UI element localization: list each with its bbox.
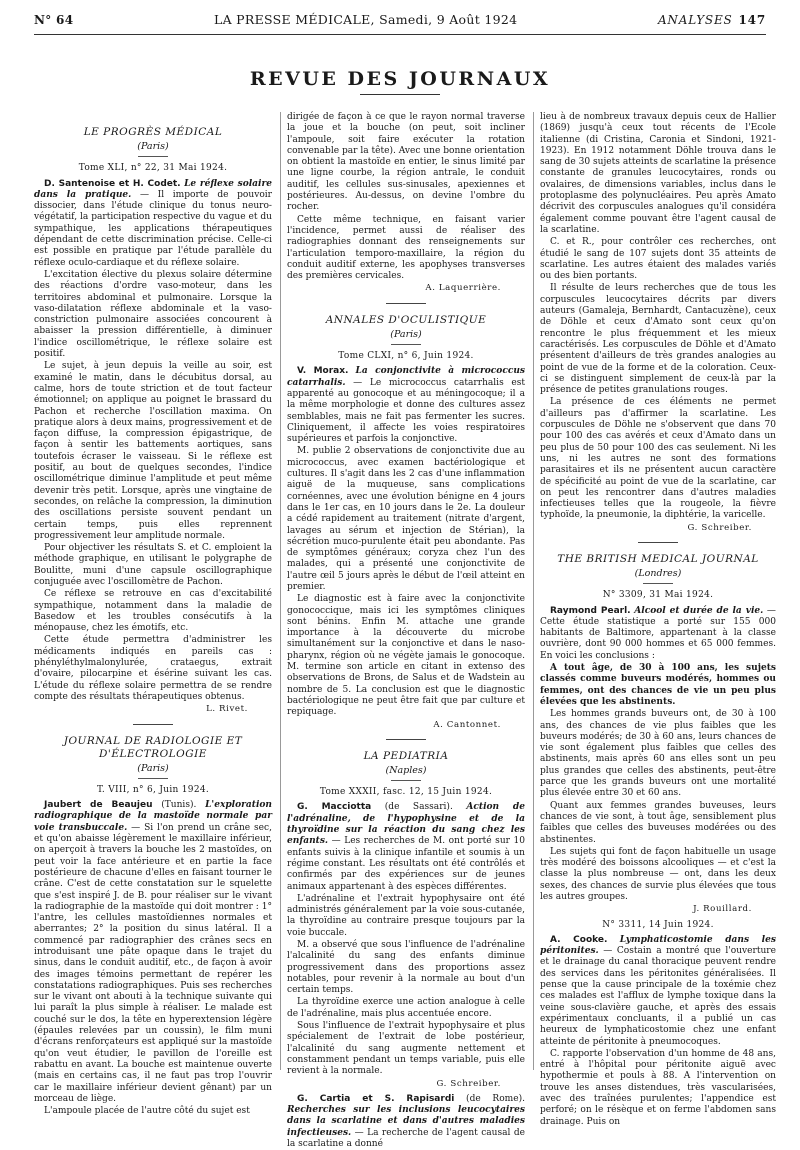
article-paragraph: C. et R., pour contrôler ces recherches, ont étudié le sang de 107 sujets dont 35 atteints de scarlatine. Les autres étaient des malades variés ou des bien portants. <box>540 237 776 282</box>
journal-masthead: LA PRESSE MÉDICALE, Samedi, 9 Août 1924 <box>213 12 518 27</box>
article-author-city: (de Rome). <box>466 1093 525 1104</box>
page-number: 147 <box>738 13 766 27</box>
title-rule <box>360 94 440 95</box>
journal-rule <box>138 156 168 157</box>
article-paragraph: Les sujets qui font de façon habituelle un usage très modéré des boissons alcooliques — et c'est la classe la plus nombreuse — ont, dans les deux sexes, des chances de survie plus élevées que tous les autres groupes. <box>540 846 776 902</box>
article-author: Jaubert de Beaujeu <box>44 800 153 811</box>
article-paragraph: M. a observé que sous l'influence de l'adrénaline l'alcalinité du sang des enfants diminue progressivement dans des proportions assez notables, pour revenir à la normale au bout d'un certain temps. <box>287 940 525 996</box>
journal-rule <box>391 780 421 781</box>
issue-line: Tome XLI, n° 22, 31 Mai 1924. <box>78 163 228 174</box>
article-paragraph: Les hommes grands buveurs ont, de 30 à 100 ans, des chances de vie plus faibles que les buveurs modérés; de 30 à 60 ans, leurs chances de vie sont également plus faibles que celles des abstinents, mais après 60 ans elles sont un peu plus grandes que celles des abstinents, peut-être parce que les grands buveurs ont une mortalité plus élevée entre 30 et 60 ans. <box>540 709 776 799</box>
article-author: V. Morax. <box>297 366 349 377</box>
section-and-page <box>658 13 766 27</box>
section-rule <box>386 303 426 304</box>
article-paragraph: Cette étude permettra d'administrer les médicaments indiqués en pareils cas : phényléthylmalonylurée, crataegus, extrait d'ovaire, pilocarpine et ésérine suivant les cas. L'étude du réflexe solaire permettra de se rendre compte des résultats thérapeutiques obtenus. <box>34 635 272 702</box>
signature: L. Rivet. <box>206 704 248 715</box>
section-rule <box>133 724 173 725</box>
article-paragraph: Pour objectiver les résultats S. et C. emploient la méthode graphique, en utilisant le polygraphe de Boulitte, muni d'une capsule oscillographique conjuguée avec l'oscillomètre de Pachon. <box>34 543 272 587</box>
issue-line: Tome XXXII, fasc. 12, 15 Juin 1924. <box>319 787 493 798</box>
article-paragraph: Quant aux femmes grandes buveuses, leurs chances de vie sont, à tout âge, sensiblement plus faibles que celles des buveuses modérées ou des abstinentes. <box>540 800 776 845</box>
journal-city: (Londres) <box>634 567 682 579</box>
column-divider <box>533 112 534 1070</box>
header-rule <box>34 34 766 35</box>
article-lead <box>287 366 525 445</box>
issue-line: N° 3309, 31 Mai 1924. <box>602 590 714 601</box>
journal-title: THE BRITISH MEDICAL JOURNAL <box>557 552 759 565</box>
article-author: A. Cooke. <box>550 934 608 945</box>
article-text: — Costain a montré que l'ouverture et le drainage du canal thoracique peuvent rendre des services dans les péritonites généralisées. Il pense que la cause principale de la toxémie chez ces malades est l'afflux de lymphe toxique dans la veine sous-clavière gauche, et après des essais expérimentaux concluants, il a publié un cas heureux de lymphaticostomie chez une enfant atteinte de péritonite à pneumocoques. <box>540 946 776 1047</box>
journal-title: LA PEDIATRIA <box>363 749 449 762</box>
signature: G. Schreiber. <box>687 522 752 533</box>
section-name: ANALYSES <box>657 13 733 27</box>
article-title: Le réflexe solaire dans la pratique. <box>34 178 272 200</box>
article-text: — Cette étude statistique a porté sur 155 000 habitants de Baltimore, appartenant à la classe ouvrière, dont 90 000 hommes et 65 000 femmes. En voici les conclusions : <box>540 605 776 661</box>
article-title: Alcool et durée de la vie. <box>634 605 764 616</box>
article-title: Lymphaticostomie dans les péritonites. <box>540 934 776 957</box>
article-text: — Les recherches de M. ont porté sur 10 enfants suivis à la clinique infantile et soumis à un régime constant. Les résultats ont été contrôlés et confirmés par des expériences sur de jeunes animaux appartenant à des espèces différentes. <box>287 836 525 892</box>
section-rule <box>638 542 678 543</box>
article-paragraph: Cette même technique, en faisant varier l'incidence, permet aussi de réaliser des radiographies donnant des renseignements sur l'articulation temporo-maxillaire, la région du conduit auditif externe, les apophyses transverses des premières cervicales. <box>287 214 525 282</box>
journal-title: JOURNAL DE RADIOLOGIE ET D'ÉLECTROLOGIE <box>63 734 243 760</box>
article-paragraph: La présence de ces éléments ne permet d'ailleurs pas d'affirmer la scarlatine. Les corpuscules de Döhle ne s'observent que dans 70 pour 100 des cas avérés et ceux d'Amato dans un peu plus de 50 pour 100 des cas seulement. Ni les uns, ni les autres ne sont des formations parasitaires et ils ne présentent aucun caractère de spécificité au point de vue de la scarlatine, car on peut les rencontrer dans d'autres maladies infectieuses telles que la rougeole, la fièvre typhoïde, la pneumonie, la diphtérie, la varicelle. <box>540 397 776 521</box>
article-lead <box>287 1094 525 1150</box>
article-lead <box>34 800 272 1105</box>
article-paragraph: L'adrénaline et l'extrait hypophysaire ont été administrés généralement par la voie sous-cutanée, la thyroïdine au contraire presque toujours par la voie buccale. <box>287 893 525 938</box>
signature: A. Laquerrière. <box>425 283 501 294</box>
article-author-city: (Tunis). <box>161 800 197 811</box>
article-paragraph: C. rapporte l'observation d'un homme de 48 ans, entré à l'hôpital pour péritonite aiguë avec hypothermie et pouls à 88. A l'intervention on trouve les anses distendues, très vascularisées, avec des traînées purulentes; l'appendice est perforé; on le résèque et on ferme l'abdomen sans drainage. Puis on <box>540 1048 776 1127</box>
issue-line: T. VIII, n° 6, Juin 1924. <box>96 784 210 795</box>
article-lead <box>540 606 776 662</box>
article-author: D. Santenoise et H. Codet. <box>44 178 181 189</box>
signature: G. Schreiber. <box>436 1078 501 1089</box>
article-text: — Le micrococcus catarrhalis est apparenté au gonocoque et au méningocoque; il a la même morphologie et donne des cultures assez semblables, mais ne fait pas fermenter les sucres. Cliniquement, il affecte les voies respiratoires supérieures et parfois la conjonctive. <box>287 377 525 445</box>
journal-city: (Paris) <box>137 141 169 152</box>
article-paragraph: L'excitation élective du plexus solaire détermine des réactions d'ordre vaso-moteur, dans les territoires abdominal et pulmonaire. Lorsque la vaso-dilatation réflexe abdominale et la vaso-constriction pulmonaire associées concourent à abaisser la pression différentielle, à diminuer l'indice oscillométrique, le réflexe solaire est positif. <box>34 269 272 360</box>
column-3 <box>540 112 776 1127</box>
signature: A. Cantonnet. <box>433 719 501 730</box>
journal-rule <box>643 583 673 584</box>
page-header <box>34 12 766 34</box>
article-title: Action de l'adrénaline, de l'hypophysine et de la thyroïdine sur la réaction du sang chez les enfants. <box>287 802 525 847</box>
article-text: — La recherche de l'agent causal de la scarlatine a donné <box>287 1127 525 1150</box>
article-author-city: (de Sassari). <box>384 802 453 813</box>
article-author: Raymond Pearl. <box>550 605 631 616</box>
column-1 <box>34 120 272 1117</box>
article-author: G. Cartia et S. Rapisardi <box>297 1093 455 1104</box>
article-paragraph: A tout âge, de 30 à 100 ans, les sujets classés comme buveurs modérés, hommes ou femmes, ont des chances de vie un peu plus élevées que les abstinents. <box>540 663 776 707</box>
journal-title: LE PROGRÈS MÉDICAL <box>83 126 223 138</box>
article-title: L'exploration radiographique de la mastoïde normale par voie transbuccale. <box>34 800 272 833</box>
article-title: La conjonctivite à micrococcus catarrhalis. <box>287 366 526 388</box>
journal-rule <box>138 778 168 779</box>
signature: J. Rouillard. <box>693 904 752 915</box>
article-paragraph: La thyroïdine exerce une action analogue à celle de l'adrénaline, mais plus accentuée encore. <box>287 997 525 1019</box>
journal-city: (Paris) <box>137 762 169 774</box>
article-lead <box>34 179 272 269</box>
article-paragraph: Le sujet, à jeun depuis la veille au soir, est examiné le matin, dans le décubitus dorsal, au calme, hors de toute striction et de tout facteur émotionnel; on applique au poignet le brassard du Pachon et recherche l'oscillation maxima. On pratique alors à deux mains, progressivement et de façon diffuse, la compression épigastrique, de façon à sentir les battements aortiques, sans toutefois écraser le vaisseau. Si le réflexe est positif, au bout de quelques secondes, l'indice oscillométrique diminue l'amplitude et peut même devenir très petit. Lorsque, après une vingtaine de secondes, on relâche la compression, la diminution des oscillations persiste souvent pendant un certain temps, puis elles reprennent progressivement leur amplitude normale. <box>34 361 272 541</box>
article-paragraph: L'ampoule placée de l'autre côté du sujet est <box>44 1106 250 1117</box>
article-paragraph: Ce réflexe se retrouve en cas d'excitabilité sympathique, notamment dans la maladie de Basedow et les troubles consécutifs à la ménopause, chez les émotifs, etc. <box>34 589 272 634</box>
article-lead <box>287 802 525 892</box>
journal-city: (Naples) <box>385 764 427 776</box>
journal-title: ANNALES D'OCULISTIQUE <box>325 313 487 326</box>
article-text: — Il importe de pouvoir dissocier, dans l'étude clinique du tonus neuro-végétatif, la participation respective du vague et du sympathique, les applications thérapeutiques dépendant de cette discrimination précise. Celle-ci est possible en pratique par l'étude parallèle du réflexe oculo-cardiaque et du réflexe solaire. <box>34 189 272 268</box>
article-author: G. Macciotta <box>297 802 372 813</box>
issue-line: Tome CLXI, n° 6, Juin 1924. <box>338 351 474 362</box>
article-lead <box>540 935 776 1048</box>
article-text: — Si l'on prend un crâne sec, et qu'on abaisse légèrement le maxillaire inférieur, on aperçoit à travers la bouche les 2 mastoïdes, on peut voir la face antérieure et en partie la face postérieure de chacune d'elles en faisant tourner le crâne. C'est de cette constatation sur le squelette que s'est inspiré J. de B. pour réaliser sur le vivant la radiographie de la mastoïde qui doit montrer : 1° l'antre, les cellules mastoïdiennes normales et aberrantes; 2° la position du sinus latéral. Il a commencé par radiographier des crânes secs en introduisant une pâte opaque dans le trajet du sinus, dans le conduit auditif, etc., de façon à avoir des images témoins permettant de repérer les constatations radiographiques. Puis ses recherches sur le vivant ont abouti à la technique suivante qui lui paraît la plus simple à réaliser. Le malade est couché sur le dos, la tête en hyperextension légère (épaules relevées par un coussin), le film muni d'écrans renforçateurs est appliqué sur la mastoïde qu'on veut étudier, le pavillon de l'oreille est rabattu en avant. La bouche est maintenue ouverte (mais en certains cas, il ne faut pas trop l'ouvrir car le maxillaire inférieur devient gênant) par un morceau de liège. <box>34 822 272 1104</box>
column-divider <box>280 112 281 1070</box>
article-paragraph: lieu à de nombreux travaux depuis ceux de Hallier (1869) jusqu'à ceux tout récents de l'Ecole italienne (di Cristina, Caronia et Sindoni, 1921-1923). En 1912 notamment Döhle trouva dans le sang de 30 sujets atteints de scarlatine la présence constante de granules leucocytaires, ronds ou ovalaires, de dimensions variables, inclus dans le protoplasme des polynucléaires. Peu après Amato décrivit des corpuscules analogues qu'il considéra également comme pouvant être l'agent causal de la scarlatine. <box>540 112 776 235</box>
journal-city: (Paris) <box>390 328 422 340</box>
article-paragraph: dirigée de façon à ce que le rayon normal traverse la joue et la bouche (on peut, soit incliner l'ampoule, soit faire exécuter la rotation convenable par la tête). Avec une bonne orientation on obtient la mastoïde en entier, le sinus limité par une ligne courbe, la région antrale, le conduit auditif, les cellules sus-sinusales, apexiennes et postérieures. Au-dessus, on devine l'ombre du rocher. <box>287 112 526 213</box>
article-paragraph: Le diagnostic est à faire avec la conjonctivite gonococcique, mais ici les symptômes cliniques sont bénins. Enfin M. attache une grande importance à la découverte du microbe simultanément sur la conjonctive et dans le naso-pharynx, région où ne végète jamais le gonocoque. M. termine son article en citant in extenso des observations de Brons, de Salus et de Wadstein au nombre de 5. La conclusion est que le diagnostic bactériologique ne peut être fait que par culture et repiquage. <box>287 594 525 718</box>
article-paragraph: M. publie 2 observations de conjonctivite due au micrococcus, avec examen bactériologique et cultures. Il s'agit dans les 2 cas d'une inflammation aiguë de la muqueuse, sans complications cornéennes, avec une évolution bénigne en 4 jours dans le 1er cas, en 10 jours dans le 2e. La douleur a cédé rapidement au traitement (nitrate d'argent, lavages au sérum et injection de Stérian), la sécrétion muco-purulente était peu abondante. Pas de symptômes généraux; coryza chez l'un des malades, qui a présenté une conjonctivite de l'autre œil 5 jours après le début de l'œil atteint en premier. <box>287 446 525 592</box>
section-rule <box>386 739 426 740</box>
journal-rule <box>391 344 421 345</box>
article-paragraph: Sous l'influence de l'extrait hypophysaire et plus spécialement de l'extrait de lobe postérieur, l'alcalinité du sang augmente nettement et constamment pendant un temps variable, puis elle revient à la normale. <box>287 1021 525 1077</box>
issue-line: N° 3311, 14 Juin 1924. <box>602 919 714 930</box>
column-2 <box>287 112 526 1150</box>
article-title: Recherches sur les inclusions leucocytaires dans la scarlatine et dans d'autres maladies infectieuses. <box>287 1105 525 1138</box>
article-paragraph: Il résulte de leurs recherches que de tous les corpuscules leucocytaires décrits par divers auteurs (Gamaleja, Bernhardt, Cantacuzène), ceux de Döhle et ceux d'Amato sont ceux qu'on rencontre le plus fréquemment et les mieux caractérisés. Les corpuscules de Döhle et d'Amato présentent d'ailleurs de très grandes analogies au point de vue de la forme et de la coloration. Ceux-ci se distinguent simplement de ceux-là par la présence de petites granulations rouges. <box>540 283 776 396</box>
issue-number: N° 64 <box>34 13 74 27</box>
page-title: REVUE DES JOURNAUX <box>249 68 551 90</box>
